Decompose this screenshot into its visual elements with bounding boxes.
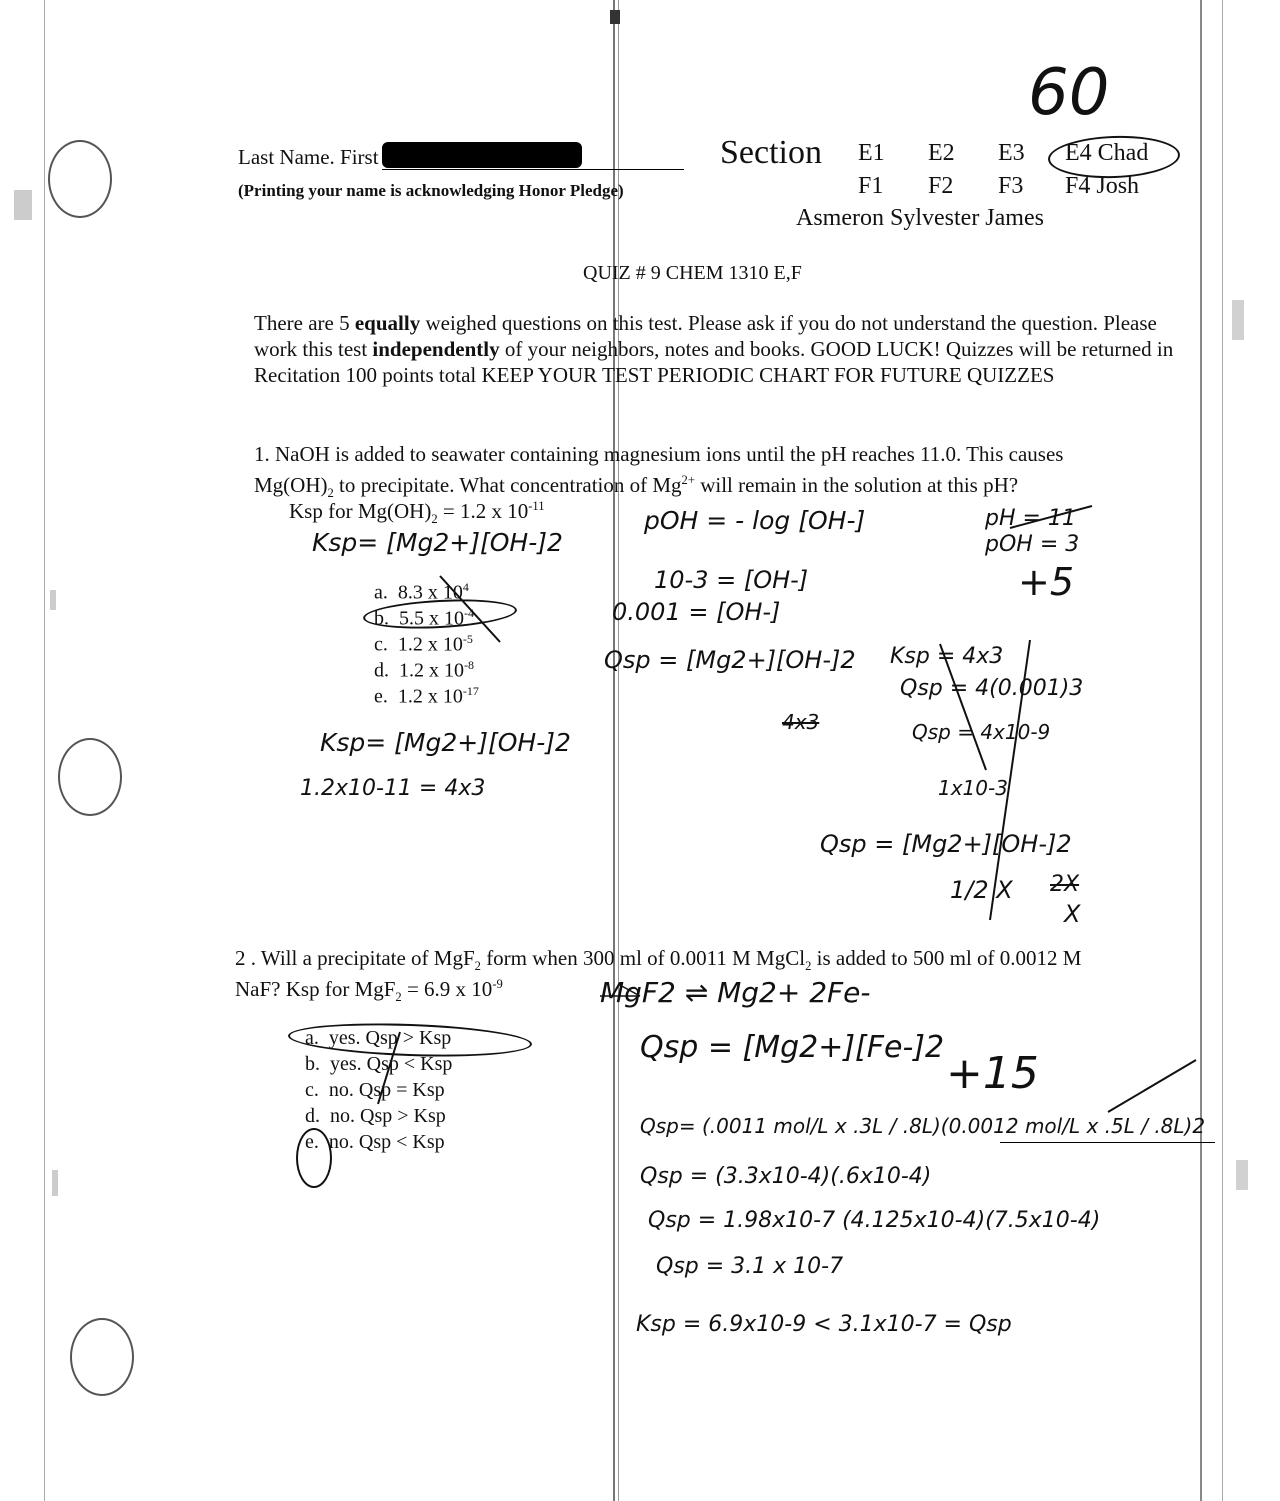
instructions-bold-2: independently <box>372 337 500 361</box>
q1-choice-value: 1.2 x 10 <box>399 659 464 682</box>
section-label: Section <box>720 134 822 171</box>
q1-ph-strike <box>1010 506 1092 528</box>
q2-hw-eq: MgF2 ⇌ Mg2+ 2Fe- <box>600 976 871 1009</box>
q1-hw-score: +5 <box>1018 560 1075 604</box>
q1-choice-letter: c. <box>374 633 388 656</box>
instructions-text-2: weighed questions on this test. Please ask if you do not understand the question. Please work this test <box>254 311 1157 361</box>
q1-choice-check <box>440 576 500 642</box>
section-f2: F2 <box>928 173 954 199</box>
q1-hw-conc1: 10-3 = [OH-] <box>654 566 809 594</box>
q1-choice-letter: d. <box>374 659 389 682</box>
ta-names: Asmeron Sylvester James <box>796 205 1044 231</box>
q1-choice-value: 5.5 x 10 <box>399 607 464 630</box>
q1-line2-a: Mg(OH) <box>254 473 328 497</box>
q2-hw-qsp-expr: Qsp = [Mg2+][Fe-]2 <box>640 1030 945 1065</box>
q2-line1-c: is added to 500 ml of 0.0012 M <box>811 946 1082 970</box>
q2-choice-check <box>378 1032 400 1104</box>
q1-line2-b: to precipitate. What concentration of Mg <box>333 473 682 497</box>
section-f4: F4 Josh <box>1065 173 1140 199</box>
q1-hw-qsp-expr: Qsp = [Mg2+][OH-]2 <box>604 646 856 674</box>
q1-choice-exp: -5 <box>462 632 473 646</box>
q2-line2-sup: -9 <box>492 977 503 991</box>
q1-ksp-a: Ksp for Mg(OH) <box>289 499 432 523</box>
q2-line1-b: form when 300 ml of 0.0011 M MgCl <box>480 946 806 970</box>
score-total: 60 <box>1028 56 1110 130</box>
q2-hw-score: +15 <box>946 1048 1039 1099</box>
q1-line2-sub: 2 <box>327 486 334 501</box>
q2-hw-line2: Qsp = (3.3x10-4)(.6x10-4) <box>640 1164 932 1189</box>
instructions-text-1: There are 5 <box>254 311 355 335</box>
honor-pledge-note: (Printing your name is acknowledging Honor Pledge) <box>238 181 624 200</box>
q2-hw-line3: Qsp = 1.98x10-7 (4.125x10-4)(7.5x10-4) <box>648 1208 1101 1233</box>
q1-hw-ksp-expr: Ksp= [Mg2+][OH-]2 <box>312 528 563 557</box>
q1-hw-half: 1/2 X <box>950 876 1013 904</box>
q1-hw-2x: 2X <box>1050 872 1080 897</box>
q1-hw-qsp-num: Qsp = 4(0.001)3 <box>900 676 1084 701</box>
q2-line2-sub: 2 <box>395 990 402 1005</box>
q2-choice-letter: c. <box>305 1079 319 1101</box>
q2-choice-text: no. Qsp < Ksp <box>328 1131 445 1153</box>
q1-vertical-strike <box>940 644 986 770</box>
section-e2: E2 <box>928 140 955 166</box>
q1-line2-sup: 2+ <box>681 473 695 487</box>
q1-ksp-sub: 2 <box>431 512 438 527</box>
q1-choice-exp: -4 <box>464 606 474 620</box>
q1-choice-letter: b. <box>374 607 389 630</box>
q1-hw-qsp-4x3: Ksp = 4x3 <box>890 644 1004 669</box>
section-e4: E4 Chad <box>1065 140 1149 166</box>
q1-choice-value: 8.3 x 10 <box>397 581 463 604</box>
q2-choice-letter: e. <box>305 1131 319 1153</box>
q1-choice-value: 1.2 x 10 <box>397 633 463 656</box>
q1-line2-c: will remain in the solution at this pH? <box>694 473 1019 497</box>
q2-hw-line4: Qsp = 3.1 x 10-7 <box>656 1254 844 1279</box>
instructions-text-3: of your neighbors, notes and books. GOOD LUCK! Quizzes will be returned in Recitation 100 points total KEEP YOUR TEST PERIODIC CHART FOR FUTURE QUIZZES <box>254 337 1174 387</box>
q2-arrow <box>600 984 640 996</box>
q1-choice-exp: 4 <box>462 580 469 594</box>
q1-choice-exp: -8 <box>464 658 474 672</box>
q1-choice-letter: a. <box>374 581 388 604</box>
q2-line1-a: 2 . Will a precipitate of MgF <box>235 946 475 970</box>
q2-line1-sub2: 2 <box>805 959 812 974</box>
instructions-bold-1: equally <box>354 311 421 335</box>
q1-choice-exp: -17 <box>462 684 479 698</box>
q1-ksp-sup: -11 <box>528 499 545 513</box>
q2-hw-line1: Qsp= (.0011 mol/L x .3L / .8L)(0.0012 mol/L x .5L / .8L)2 <box>640 1114 1206 1138</box>
q2-hw-line5: Ksp = 6.9x10-9 < 3.1x10-7 = Qsp <box>636 1312 1012 1337</box>
quiz-title: QUIZ # 9 CHEM 1310 E,F <box>583 262 802 284</box>
q1-hw-1x10: 1x10-3 <box>938 776 1008 800</box>
q2-choice-text: yes. Qsp < Ksp <box>330 1053 453 1075</box>
q2-choice-text: no. Qsp > Ksp <box>330 1105 446 1127</box>
q1-hw-eq: 1.2x10-11 = 4x3 <box>300 776 486 801</box>
q1-hw-qsp-res: Qsp = 4x10-9 <box>912 720 1051 744</box>
q2-choice-letter: d. <box>305 1105 320 1127</box>
q1-hw-ksp-expr2: Ksp= [Mg2+][OH-]2 <box>320 728 571 757</box>
section-f1: F1 <box>858 173 884 199</box>
q1-hw-poh: pOH = - log [OH-] <box>644 506 866 535</box>
q2-slash <box>1108 1060 1196 1112</box>
q2-choice-letter: a. <box>305 1027 319 1049</box>
q1-vertical-strike-2 <box>990 640 1030 920</box>
q2-line1-sub: 2 <box>474 959 481 974</box>
q1-hw-conc2: 0.001 = [OH-] <box>612 598 781 626</box>
q2-choice-text: no. Qsp = Ksp <box>328 1079 445 1101</box>
q2-choice-letter: b. <box>305 1053 320 1075</box>
section-f3: F3 <box>998 173 1024 199</box>
q1-choice-value: 1.2 x 10 <box>397 685 463 708</box>
q1-hw-qsp2: Qsp = [Mg2+][OH-]2 <box>820 830 1072 858</box>
q1-hw-crossed: 4x3 <box>782 710 820 734</box>
q2-line2-a: NaF? Ksp for MgF <box>235 977 396 1001</box>
section-e1: E1 <box>858 140 885 166</box>
q1-hw-poh-val: pOH = 3 <box>985 532 1080 557</box>
q1-line-1: 1. NaOH is added to seawater containing magnesium ions until the pH reaches 11.0. This causes <box>254 442 1064 466</box>
q2-choice-text: yes. Qsp > Ksp <box>328 1027 452 1049</box>
q1-hw-ph: pH = 11 <box>985 506 1076 531</box>
q2-line2-b: = 6.9 x 10 <box>401 977 493 1001</box>
q1-ksp-b: = 1.2 x 10 <box>437 499 529 523</box>
name-label: Last Name. First <box>238 145 379 169</box>
section-e3: E3 <box>998 140 1025 166</box>
q1-choice-letter: e. <box>374 685 388 708</box>
q1-hw-x: X <box>1064 900 1081 928</box>
